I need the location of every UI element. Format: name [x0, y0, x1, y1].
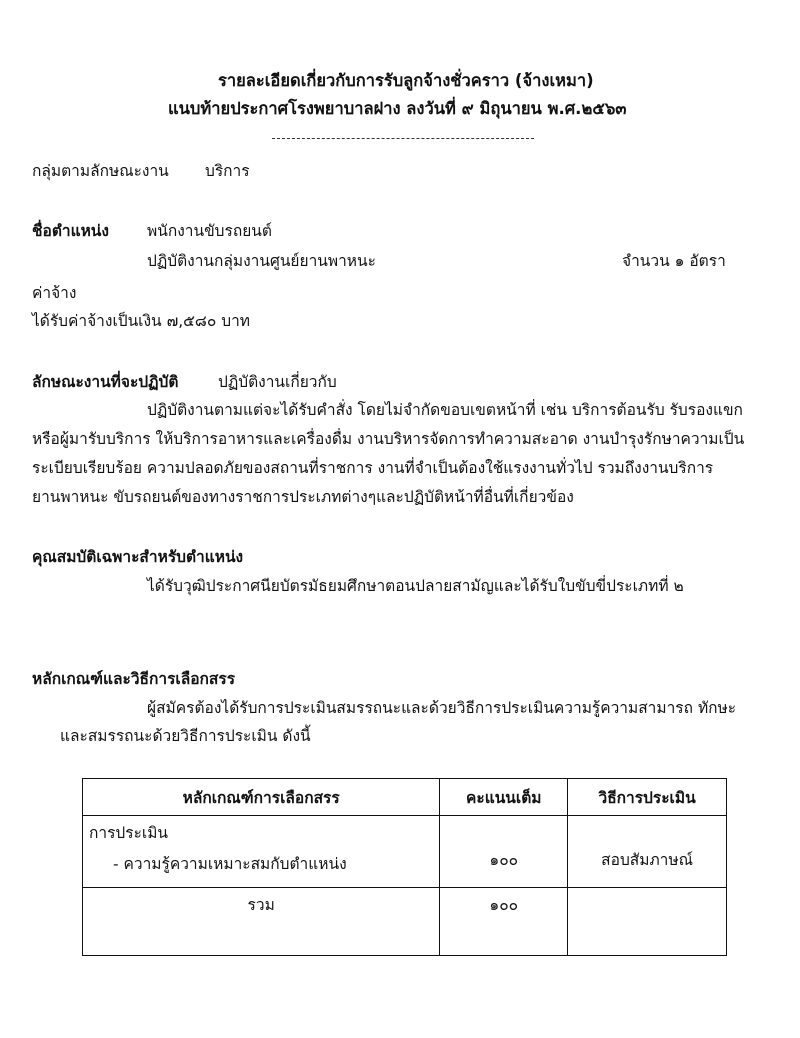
row-criteria-cell — [83, 816, 440, 888]
criteria-table — [82, 778, 727, 956]
wage-label: ค่าจ้าง — [32, 284, 77, 302]
duties-line-1: ปฏิบัติงานตามแต่จะได้รับคำสั่ง โดยไม่จำกัดขอบเขตหน้าที่ เช่น บริการต้อนรับ รับรองแขก — [147, 401, 743, 419]
selection-line-1: ผู้สมัครต้องได้รับการประเมินสมรรถนะและด้วยวิธีการประเมินความรู้ความสามารถ ทักษะ — [147, 699, 737, 717]
duties-label-value: ปฏิบัติงานเกี่ยวกับ — [218, 373, 337, 391]
total-label: รวม — [83, 888, 440, 956]
total-method — [568, 888, 727, 956]
title-divider — [272, 138, 534, 139]
position-title: พนักงานขับรถยนต์ — [147, 222, 272, 240]
wage-text: ได้รับค่าจ้างเป็นเงิน ๗,๕๘๐ บาท — [32, 312, 250, 330]
position-count: จำนวน ๑ อัตรา — [622, 252, 726, 270]
qualifications-label: คุณสมบัติเฉพาะสำหรับตำแหน่ง — [32, 548, 244, 566]
duties-label: ลักษณะงานที่จะปฏิบัติ — [32, 373, 179, 391]
table-header-row — [83, 779, 727, 816]
position-unit: ปฏิบัติงานกลุ่มงานศูนย์ยานพาหนะ — [147, 252, 376, 270]
group-label: กลุ่มตามลักษณะงาน — [32, 162, 169, 180]
total-score: ๑๐๐ — [440, 888, 568, 956]
header-method: วิธีการประเมิน — [568, 779, 727, 816]
header-criteria: หลักเกณฑ์การเลือกสรร — [83, 779, 440, 816]
row-method: สอบสัมภาษณ์ — [568, 816, 727, 888]
duties-line-4: ยานพาหนะ ขับรถยนต์ของทางราชการประเภทต่างๆและปฏิบัติหน้าที่อื่นที่เกี่ยวข้อง — [32, 488, 574, 506]
row-item: - ความรู้ความเหมาะสมกับตำแหน่ง — [113, 855, 347, 873]
document-title-line1: รายละเอียดเกี่ยวกับการรับลูกจ้างชั่วคราว (จ้างเหมา) — [218, 71, 594, 90]
row-heading: การประเมิน — [89, 824, 169, 842]
group-value: บริการ — [205, 162, 250, 180]
table-row — [83, 816, 727, 888]
selection-line-2: และสมรรถนะด้วยวิธีการประเมิน ดังนี้ — [60, 727, 311, 745]
document-title-line2: แนบท้ายประกาศโรงพยาบาลฝาง ลงวันที่ ๙ มิถุนายน พ.ศ.๒๕๖๓ — [168, 99, 627, 118]
table-total-row — [83, 888, 727, 956]
duties-line-2: หรือผู้มารับบริการ ให้บริการอาหารและเครื่องดื่ม งานบริหารจัดการทำความสะอาด งานบำรุงรักษาความเป็น — [32, 430, 745, 448]
qualifications-text: ได้รับวุฒิประกาศนียบัตรมัธยมศึกษาตอนปลายสามัญและได้รับใบขับขี่ประเภทที่ ๒ — [147, 577, 684, 595]
duties-line-3: ระเบียบเรียบร้อย ความปลอดภัยของสถานที่ราชการ งานที่จำเป็นต้องใช้แรงงานทั่วไป รวมถึงงานบริการ — [32, 459, 714, 477]
selection-label: หลักเกณฑ์และวิธีการเลือกสรร — [32, 670, 236, 688]
header-full-score: คะแนนเต็ม — [440, 779, 568, 816]
row-score: ๑๐๐ — [440, 816, 568, 888]
position-label: ชื่อตำแหน่ง — [32, 222, 109, 240]
